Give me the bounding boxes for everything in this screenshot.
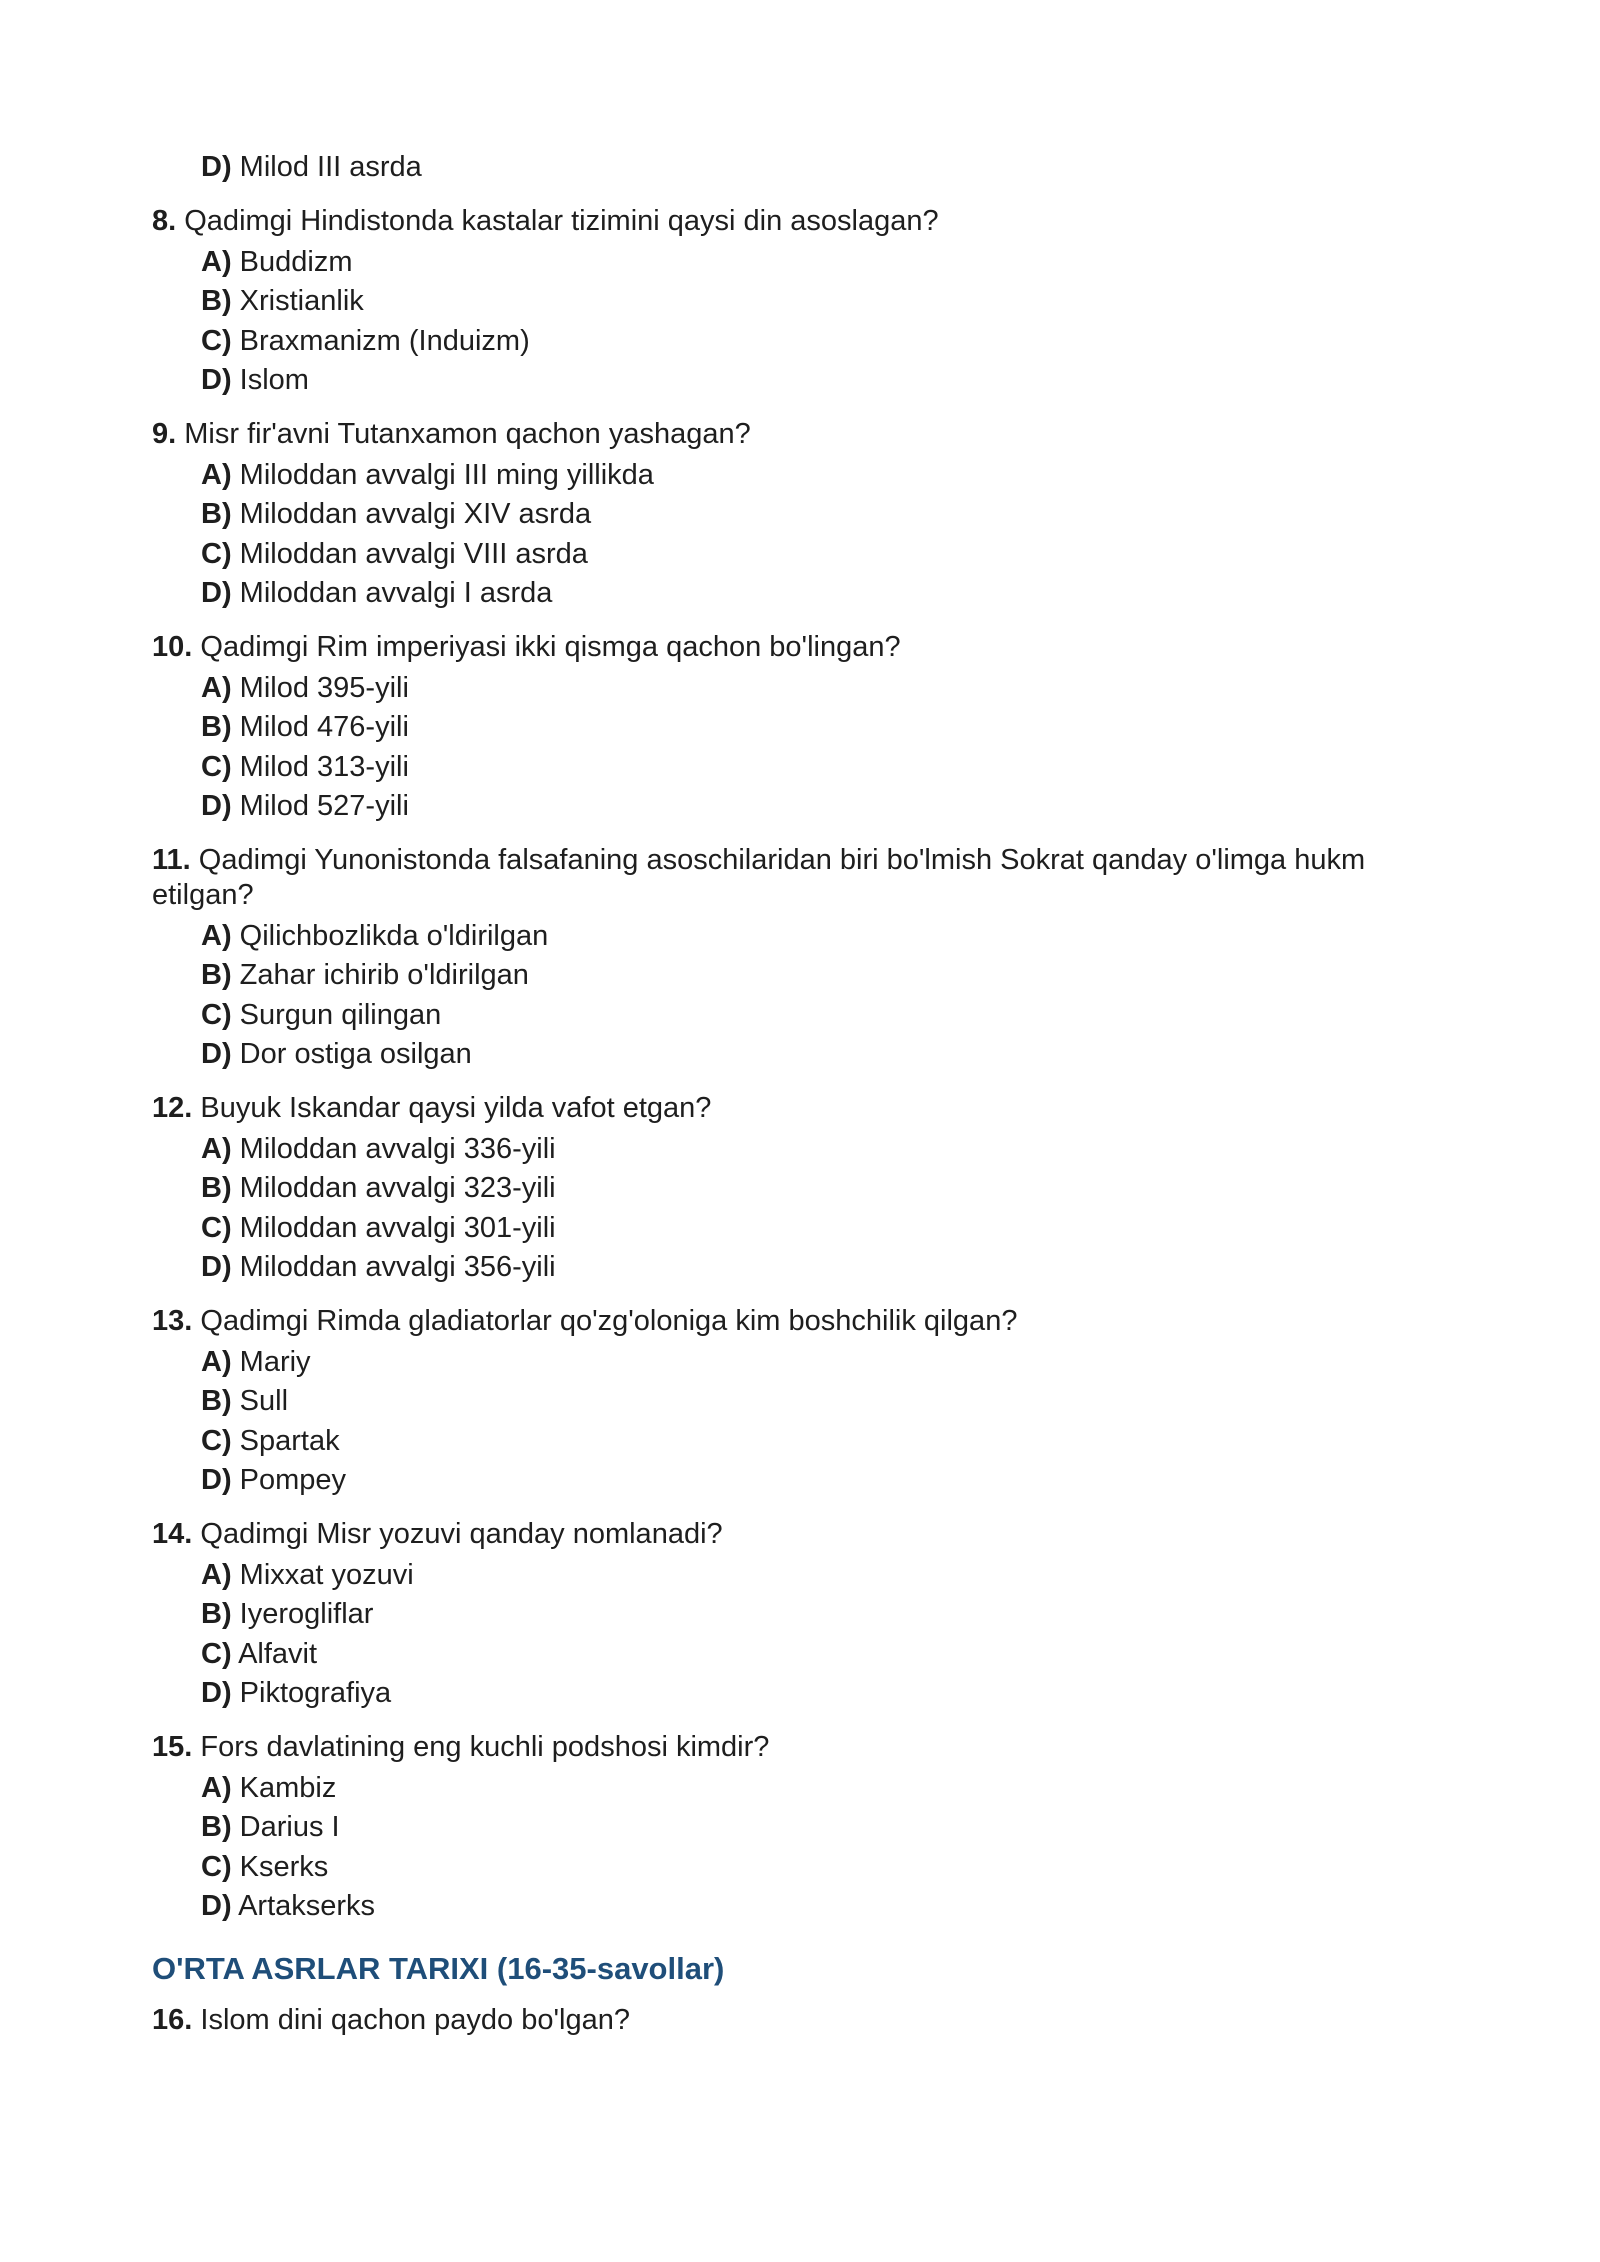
question-body: Qadimgi Rimda gladiatorlar qo'zg'oloniga kim boshchilik qilgan? (200, 1304, 1018, 1337)
option-text: Miloddan avvalgi 336-yili (239, 1132, 556, 1165)
option-text: Iyerogliflar (239, 1598, 374, 1630)
question-8 (152, 204, 1450, 401)
option-d (152, 574, 1450, 614)
option-letter: A) (201, 1558, 232, 1591)
option-c (152, 1422, 1450, 1462)
option-text: Darius I (239, 1811, 340, 1843)
option-c (152, 996, 1450, 1036)
option-text: Buddizm (239, 245, 353, 278)
option-d (152, 361, 1450, 401)
option-letter: A) (201, 458, 232, 491)
question-14 (152, 1517, 1450, 1714)
option-a (152, 669, 1450, 709)
option-text: Pompey (239, 1464, 347, 1496)
option-letter: C) (201, 324, 232, 357)
option-letter: C) (201, 750, 232, 783)
option-letter: C) (201, 1424, 232, 1457)
question-number: 8. (152, 204, 177, 237)
option-c (152, 535, 1450, 575)
question-9 (152, 417, 1450, 614)
option-text: Qilichbozlikda o'ldirilgan (239, 919, 549, 952)
option-text: Miloddan avvalgi III ming yillikda (239, 458, 654, 491)
question-16 (152, 2003, 1450, 2038)
option-text: Dor ostiga osilgan (239, 1038, 472, 1070)
option-letter: B) (201, 711, 232, 743)
question-text (152, 204, 1450, 239)
option-letter: B) (201, 1811, 232, 1843)
option-letter: B) (201, 1172, 232, 1204)
question-number: 9. (152, 417, 177, 450)
question-body: Qadimgi Misr yozuvi qanday nomlanadi? (200, 1517, 723, 1550)
option-a (152, 1130, 1450, 1170)
question-number: 10. (152, 630, 193, 663)
option-b (152, 1595, 1450, 1635)
option-letter: A) (201, 919, 232, 952)
option-letter: C) (201, 1211, 232, 1244)
question-text (152, 2003, 1450, 2038)
option-letter: B) (201, 285, 232, 317)
question-text (152, 843, 1450, 913)
option-letter: A) (201, 1132, 232, 1165)
option-letter: B) (201, 498, 232, 530)
option-letter: D) (201, 1251, 232, 1283)
option-letter: D) (201, 151, 232, 183)
option-text: Miloddan avvalgi VIII asrda (239, 537, 588, 570)
option-d (152, 1887, 1450, 1927)
question-body: Misr fir'avni Tutanxamon qachon yashagan? (184, 417, 751, 450)
option-text: Alfavit (238, 1637, 318, 1670)
option-letter: D) (201, 1677, 232, 1709)
option-letter: C) (201, 998, 232, 1031)
option-letter: B) (201, 959, 232, 991)
question-text (152, 1091, 1450, 1126)
option-d (152, 1248, 1450, 1288)
option-a (152, 1343, 1450, 1383)
option-letter: D) (201, 790, 232, 822)
option-text: Milod 395-yili (239, 671, 409, 704)
option-text: Spartak (239, 1424, 340, 1457)
question-body: Buyuk Iskandar qaysi yilda vafot etgan? (200, 1091, 712, 1124)
question-number: 13. (152, 1304, 193, 1337)
question-text (152, 1304, 1450, 1339)
option-letter: C) (201, 1850, 232, 1883)
option-text: Braxmanizm (Induizm) (239, 324, 530, 357)
option-c (152, 1209, 1450, 1249)
option-letter: D) (201, 364, 232, 396)
option-b (152, 708, 1450, 748)
option-text: Milod 527-yili (239, 790, 409, 822)
option-letter: A) (201, 1771, 232, 1804)
option-d (152, 1461, 1450, 1501)
option-letter: B) (201, 1598, 232, 1630)
question-text (152, 417, 1450, 452)
option-b (152, 1382, 1450, 1422)
option-carryover (152, 148, 1450, 188)
option-text: Miloddan avvalgi XIV asrda (239, 498, 592, 530)
question-body: Islom dini qachon paydo bo'lgan? (200, 2003, 630, 2036)
option-d (152, 1674, 1450, 1714)
option-text: Surgun qilingan (239, 998, 442, 1031)
option-b (152, 1808, 1450, 1848)
option-text: Sull (239, 1385, 289, 1417)
option-letter: D) (201, 577, 232, 609)
question-text (152, 1730, 1450, 1765)
option-b (152, 1169, 1450, 1209)
question-body: Qadimgi Hindistonda kastalar tizimini qaysi din asoslagan? (184, 204, 939, 237)
option-a (152, 917, 1450, 957)
option-d (152, 1035, 1450, 1075)
option-c (152, 748, 1450, 788)
option-letter: A) (201, 671, 232, 704)
option-text: Mariy (239, 1345, 311, 1378)
option-letter: D) (201, 1464, 232, 1496)
option-letter: D) (201, 1038, 232, 1070)
option-text: Artakserks (238, 1890, 376, 1922)
option-d (152, 787, 1450, 827)
question-15 (152, 1730, 1450, 1927)
question-13 (152, 1304, 1450, 1501)
option-c (152, 322, 1450, 362)
question-text (152, 630, 1450, 665)
option-text: Mixxat yozuvi (239, 1558, 414, 1591)
option-text: Miloddan avvalgi 301-yili (239, 1211, 556, 1244)
question-number: 14. (152, 1517, 193, 1550)
option-letter: A) (201, 1345, 232, 1378)
option-text: Miloddan avvalgi 356-yili (239, 1251, 556, 1283)
question-text (152, 1517, 1450, 1552)
option-text: Kserks (239, 1850, 329, 1883)
option-text: Miloddan avvalgi I asrda (239, 577, 553, 609)
option-text: Piktografiya (239, 1677, 392, 1709)
option-text: Milod 476-yili (239, 711, 409, 743)
section-heading: O'RTA ASRLAR TARIXI (16-35-savollar) (152, 1950, 725, 1986)
option-text: Kambiz (239, 1771, 337, 1804)
question-number: 11. (152, 843, 191, 876)
question-10 (152, 630, 1450, 827)
option-letter: B) (201, 1385, 232, 1417)
option-letter: C) (201, 1637, 232, 1670)
question-12 (152, 1091, 1450, 1288)
question-body: Qadimgi Rim imperiyasi ikki qismga qachon bo'lingan? (200, 630, 901, 663)
question-number: 15. (152, 1730, 193, 1763)
option-c (152, 1848, 1450, 1888)
option-b (152, 282, 1450, 322)
option-a (152, 243, 1450, 283)
option-letter: C) (201, 537, 232, 570)
option-text: Zahar ichirib o'ldirilgan (239, 959, 529, 991)
option-b (152, 495, 1450, 535)
question-11 (152, 843, 1450, 1075)
question-number: 12. (152, 1091, 193, 1124)
option-text: Milod 313-yili (239, 750, 409, 783)
option-text: Milod III asrda (239, 151, 422, 183)
question-number: 16. (152, 2003, 193, 2036)
option-text: Xristianlik (239, 285, 364, 317)
option-text: Islom (239, 364, 309, 396)
question-body: Fors davlatining eng kuchli podshosi kimdir? (200, 1730, 770, 1763)
option-a (152, 1769, 1450, 1809)
option-letter: D) (201, 1890, 232, 1922)
option-letter: A) (201, 245, 232, 278)
option-a (152, 456, 1450, 496)
option-text: Miloddan avvalgi 323-yili (239, 1172, 556, 1204)
option-b (152, 956, 1450, 996)
option-a (152, 1556, 1450, 1596)
question-body: Qadimgi Yunonistonda falsafaning asoschilaridan biri bo'lmish Sokrat qanday o'limga hukm etilgan? (152, 843, 1366, 911)
option-c (152, 1635, 1450, 1675)
